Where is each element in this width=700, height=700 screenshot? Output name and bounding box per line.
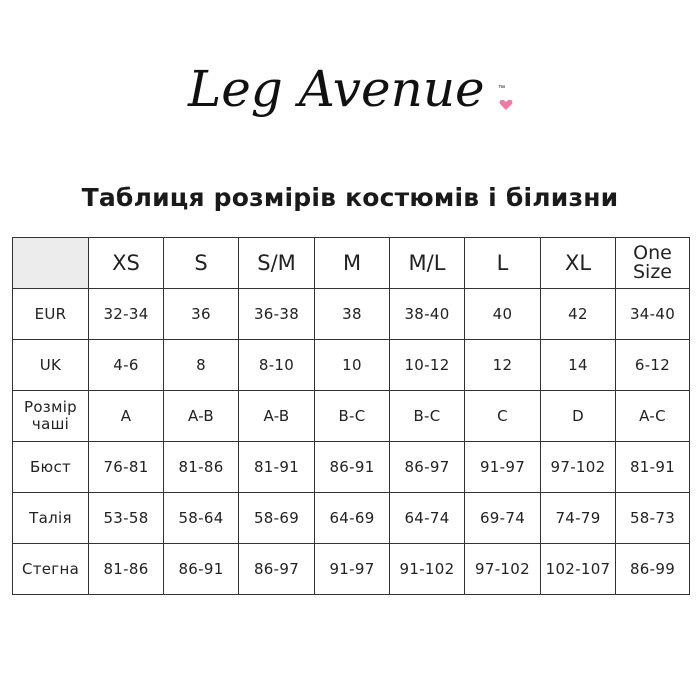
table-cell: A-C bbox=[616, 391, 690, 442]
size-header: XS bbox=[89, 238, 164, 289]
size-header: L bbox=[465, 238, 541, 289]
table-cell: 36 bbox=[164, 289, 239, 340]
table-cell: 32-34 bbox=[89, 289, 164, 340]
table-cell: 81-91 bbox=[239, 442, 315, 493]
brand-logo bbox=[186, 50, 516, 142]
table-cell: 97-102 bbox=[465, 544, 541, 595]
table-cell: 86-97 bbox=[390, 442, 465, 493]
table-cell: 12 bbox=[465, 340, 541, 391]
table-cell: 58-64 bbox=[164, 493, 239, 544]
row-label: Стегна bbox=[13, 544, 89, 595]
table-cell: 38 bbox=[315, 289, 390, 340]
table-cell: B-C bbox=[390, 391, 465, 442]
table-cell: A bbox=[89, 391, 164, 442]
table-cell: 14 bbox=[541, 340, 616, 391]
size-header: S bbox=[164, 238, 239, 289]
logo-text: Leg Avenue bbox=[188, 60, 485, 118]
table-row bbox=[13, 289, 690, 340]
table-cell: 91-97 bbox=[315, 544, 390, 595]
table-cell: 86-91 bbox=[315, 442, 390, 493]
row-label: Розмір чаші bbox=[13, 391, 89, 442]
table-cell: 8-10 bbox=[239, 340, 315, 391]
table-cell: 36-38 bbox=[239, 289, 315, 340]
row-label: Талія bbox=[13, 493, 89, 544]
row-label: UK bbox=[13, 340, 89, 391]
table-cell: 10 bbox=[315, 340, 390, 391]
size-header: XL bbox=[541, 238, 616, 289]
table-cell: 69-74 bbox=[465, 493, 541, 544]
table-header-row bbox=[13, 238, 690, 289]
table-cell: 34-40 bbox=[616, 289, 690, 340]
page-title: Таблиця розмірів костюмів і білизни bbox=[81, 183, 619, 212]
table-row bbox=[13, 340, 690, 391]
table-corner-cell bbox=[13, 238, 89, 289]
heart-icon bbox=[500, 100, 513, 110]
table-cell: 74-79 bbox=[541, 493, 616, 544]
table-cell: 64-74 bbox=[390, 493, 465, 544]
table-cell: 76-81 bbox=[89, 442, 164, 493]
trademark-symbol: ™ bbox=[498, 85, 505, 92]
table-cell: A-B bbox=[239, 391, 315, 442]
size-header: S/M bbox=[239, 238, 315, 289]
size-header: One Size bbox=[616, 238, 690, 289]
table-cell: 91-102 bbox=[390, 544, 465, 595]
table-row bbox=[13, 391, 690, 442]
table-cell: 97-102 bbox=[541, 442, 616, 493]
table-row bbox=[13, 442, 690, 493]
table-cell: 86-91 bbox=[164, 544, 239, 595]
table-cell: 42 bbox=[541, 289, 616, 340]
table-cell: 58-69 bbox=[239, 493, 315, 544]
table-cell: 102-107 bbox=[541, 544, 616, 595]
table-cell: B-C bbox=[315, 391, 390, 442]
table-cell: 58-73 bbox=[616, 493, 690, 544]
table-cell: 53-58 bbox=[89, 493, 164, 544]
row-label: EUR bbox=[13, 289, 89, 340]
table-cell: C bbox=[465, 391, 541, 442]
table-row bbox=[13, 493, 690, 544]
table-cell: 86-97 bbox=[239, 544, 315, 595]
table-cell: 86-99 bbox=[616, 544, 690, 595]
size-table bbox=[12, 237, 690, 595]
table-cell: 91-97 bbox=[465, 442, 541, 493]
table-cell: D bbox=[541, 391, 616, 442]
table-cell: 64-69 bbox=[315, 493, 390, 544]
row-label: Бюст bbox=[13, 442, 89, 493]
table-cell: 81-86 bbox=[164, 442, 239, 493]
table-cell: 38-40 bbox=[390, 289, 465, 340]
table-cell: 81-86 bbox=[89, 544, 164, 595]
size-header: M bbox=[315, 238, 390, 289]
table-cell: 6-12 bbox=[616, 340, 690, 391]
leg-avenue-logo bbox=[186, 50, 516, 142]
size-header: M/L bbox=[390, 238, 465, 289]
table-cell: 8 bbox=[164, 340, 239, 391]
table-row bbox=[13, 544, 690, 595]
table-cell: A-B bbox=[164, 391, 239, 442]
table-cell: 4-6 bbox=[89, 340, 164, 391]
table-cell: 81-91 bbox=[616, 442, 690, 493]
table-cell: 40 bbox=[465, 289, 541, 340]
table-cell: 10-12 bbox=[390, 340, 465, 391]
